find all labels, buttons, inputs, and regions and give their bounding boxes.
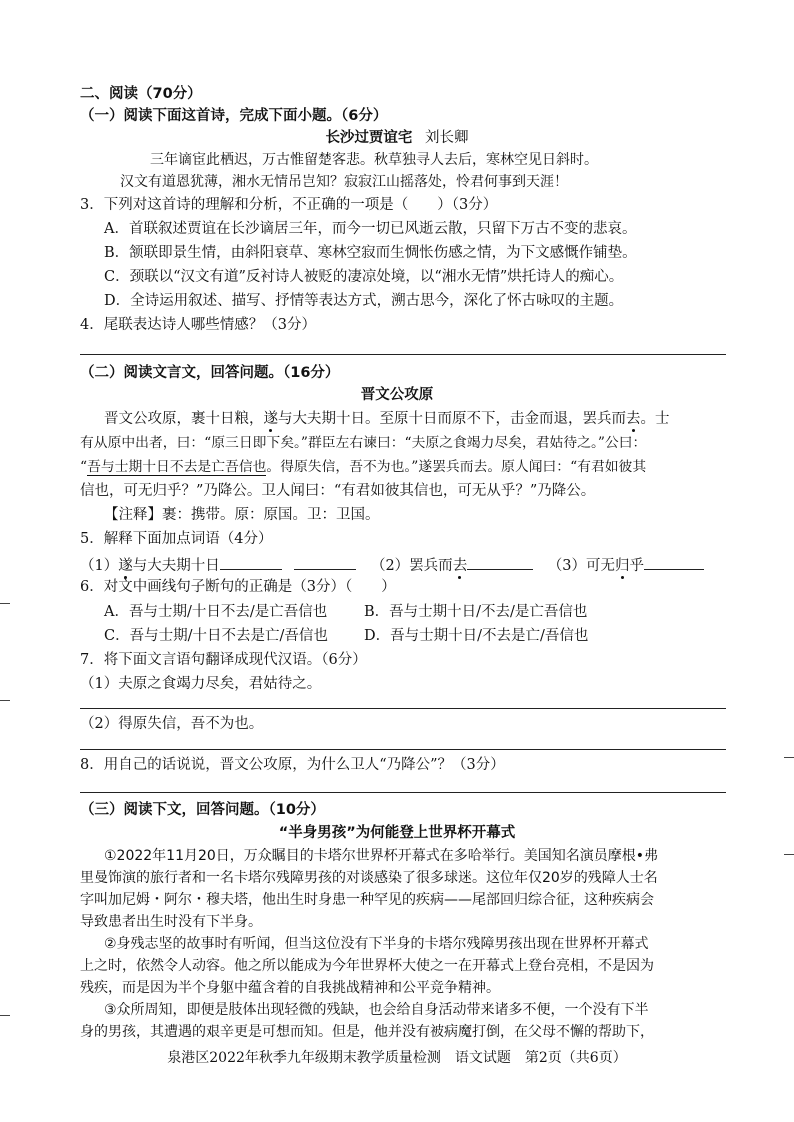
passage-line bbox=[104, 411, 670, 428]
q5-items bbox=[80, 555, 704, 575]
q6-option-b: B．吾与士期十日/不去/是亡吾信也 bbox=[364, 604, 588, 620]
answer-line[interactable] bbox=[80, 708, 726, 709]
question-8: 8．用自己的话说说，晋文公攻原，为什么卫人“乃降公”？（3分） bbox=[80, 757, 505, 773]
answer-blank[interactable] bbox=[644, 555, 704, 570]
article-title: “半身男孩”为何能登上世界杯开幕式 bbox=[278, 825, 516, 841]
q6-option-d: D．吾与士期十日/不去是亡/吾信也 bbox=[364, 628, 589, 644]
poem-heading bbox=[0, 130, 794, 147]
answer-line[interactable] bbox=[80, 749, 726, 750]
margin-mark bbox=[0, 1015, 10, 1016]
poem-title: 长沙过贾谊宅 bbox=[325, 130, 413, 146]
passage-line: 有从原中出者，曰：“原三日即下矣。”群臣左右谏曰：“夫原之食竭力尽矣，君姑待之。”公曰： bbox=[80, 435, 647, 451]
dotted-word: 去 bbox=[626, 411, 641, 427]
poem-line: 三年谪宦此栖迟，万古惟留楚客悲。秋草独寻人去后，寒林空见日斜时。 bbox=[150, 152, 598, 168]
q5-item1-prefix: （1） bbox=[80, 558, 119, 574]
question-6: 6．对文中画线句子断句的正确是（3分）（ ） bbox=[80, 579, 396, 595]
part3-heading: （三）阅读下文，回答问题。（10分） bbox=[80, 802, 325, 818]
passage-text: “ bbox=[80, 459, 88, 475]
passage-line: 信也，可无归乎？”乃降公。卫人闻曰：“有君如彼其信也，可无从乎？”乃降公。 bbox=[80, 483, 596, 499]
part2-heading: （二）阅读文言文，回答问题。（16分） bbox=[80, 365, 340, 381]
dotted-word: 遂 bbox=[118, 558, 133, 574]
q3-option-b: B．颔联即景生情，由斜阳衰草、寒林空寂而生惆怅伤感之情，为下文感慨作铺垫。 bbox=[104, 245, 637, 261]
q6-option-c: C．吾与士期/十日不去是亡/吾信也 bbox=[104, 628, 328, 644]
passage-line bbox=[80, 459, 646, 476]
passage-text: 。得原失信，吾不为也。”遂罢兵而去。原人闻曰：“有君如彼其 bbox=[266, 459, 647, 475]
underlined-sentence: 吾与士期十日不去是亡吾信也 bbox=[87, 459, 267, 475]
q5-item1-text: 与大夫期十日 bbox=[132, 558, 220, 574]
annotation-note: 【注释】裹：携带。原：原国。卫：卫国。 bbox=[104, 507, 380, 523]
article-line: 导致患者出生时没有下半身。 bbox=[80, 914, 262, 930]
q3-option-c: C．颈联以“汉文有道”反衬诗人被贬的凄凉处境，以“湘水无情”烘托诗人的痴心。 bbox=[104, 269, 624, 285]
passage-text: 。士 bbox=[640, 411, 670, 427]
dotted-word: 归 bbox=[615, 558, 630, 574]
answer-line[interactable] bbox=[80, 354, 726, 355]
part1-heading: （一）阅读下面这首诗，完成下面小题。（6分） bbox=[80, 108, 388, 124]
dotted-word: 遂 bbox=[263, 411, 278, 427]
poem-line: 汉文有道恩犹薄，湘水无情吊岂知？寂寂江山摇落处，怜君何事到天涯！ bbox=[120, 174, 568, 190]
q7-item1: （1）夫原之食竭力尽矣，君姑待之。 bbox=[80, 676, 322, 692]
margin-mark bbox=[784, 854, 794, 855]
q7-item2: （2）得原失信，吾不为也。 bbox=[80, 716, 264, 732]
q3-option-a: A．首联叙述贾谊在长沙谪居三年，而今一切已风逝云散，只留下万古不变的悲哀。 bbox=[104, 221, 637, 237]
poem-author: 刘长卿 bbox=[425, 130, 469, 146]
article-line: 上之时，依然令人动容。他之所以能成为今年世界杯大使之一在开幕式上登台亮相，不是因为 bbox=[80, 958, 654, 974]
article-line: ①2022年11月20日，万众瞩目的卡塔尔世界杯开幕式在多哈举行。美国知名演员摩根•弗 bbox=[104, 848, 659, 864]
question-4: 4．尾联表达诗人哪些情感？（3分） bbox=[80, 317, 316, 333]
passage-text: 与大夫期十日。至原十日而原不下，击金而退，罢兵而 bbox=[278, 411, 626, 427]
passage-text: 晋文公攻原，裹十日粮， bbox=[104, 411, 264, 427]
margin-mark bbox=[784, 757, 794, 758]
article-line: 字叫加尼姆・阿尔・穆夫塔，他出生时身患一种罕见的疾病——尾部回归综合征，这种疾病会 bbox=[80, 892, 654, 908]
article-line: ③众所周知，即便是肢体出现轻微的残缺，也会给自身活动带来诸多不便，一个没有下半 bbox=[104, 1002, 649, 1018]
dotted-word: 去 bbox=[452, 558, 468, 574]
answer-blank[interactable] bbox=[294, 555, 356, 570]
article-line: 残疾，而是因为半个身躯中蕴含着的自我挑战精神和公平竞争精神。 bbox=[80, 980, 500, 996]
margin-mark bbox=[0, 700, 10, 701]
article-line: 身的男孩，其遭遇的艰辛更是可想而知。但是，他并没有被病魔打倒，在父母不懈的帮助下， bbox=[80, 1024, 654, 1040]
question-5: 5．解释下面加点词语（4分） bbox=[80, 531, 273, 547]
q5-item3-prefix: （3）可无 bbox=[547, 558, 616, 574]
answer-blank[interactable] bbox=[467, 555, 533, 570]
margin-mark bbox=[0, 603, 10, 604]
question-7: 7．将下面文言语句翻译成现代汉语。（6分） bbox=[80, 652, 367, 668]
section-title: 二、阅读（70分） bbox=[80, 86, 202, 102]
q6-option-a: A．吾与士期/十日不去/是亡吾信也 bbox=[104, 604, 328, 620]
passage-title: 晋文公攻原 bbox=[360, 387, 434, 403]
page-footer: 泉港区2022年秋季九年级期末教学质量检测 语文试题 第2页（共6页） bbox=[167, 1050, 627, 1066]
q5-item2-prefix: （2）罢兵而 bbox=[370, 558, 453, 574]
answer-blank[interactable] bbox=[220, 555, 282, 570]
q5-item3-text: 乎 bbox=[629, 558, 645, 574]
question-3: 3．下列对这首诗的理解和分析，不正确的一项是（ ）（3分） bbox=[80, 197, 498, 213]
answer-line[interactable] bbox=[80, 792, 726, 793]
article-line: ②身残志坚的故事时有听闻，但当这位没有下半身的卡塔尔残障男孩出现在世界杯开幕式 bbox=[104, 936, 649, 952]
q3-option-d: D．全诗运用叙述、描写、抒情等表达方式，溯古思今，深化了怀古咏叹的主题。 bbox=[104, 293, 624, 309]
article-line: 里曼饰演的旅行者和一名卡塔尔残障男孩的对谈感染了很多球迷。这位年仅20岁的残障人士名 bbox=[80, 870, 658, 886]
